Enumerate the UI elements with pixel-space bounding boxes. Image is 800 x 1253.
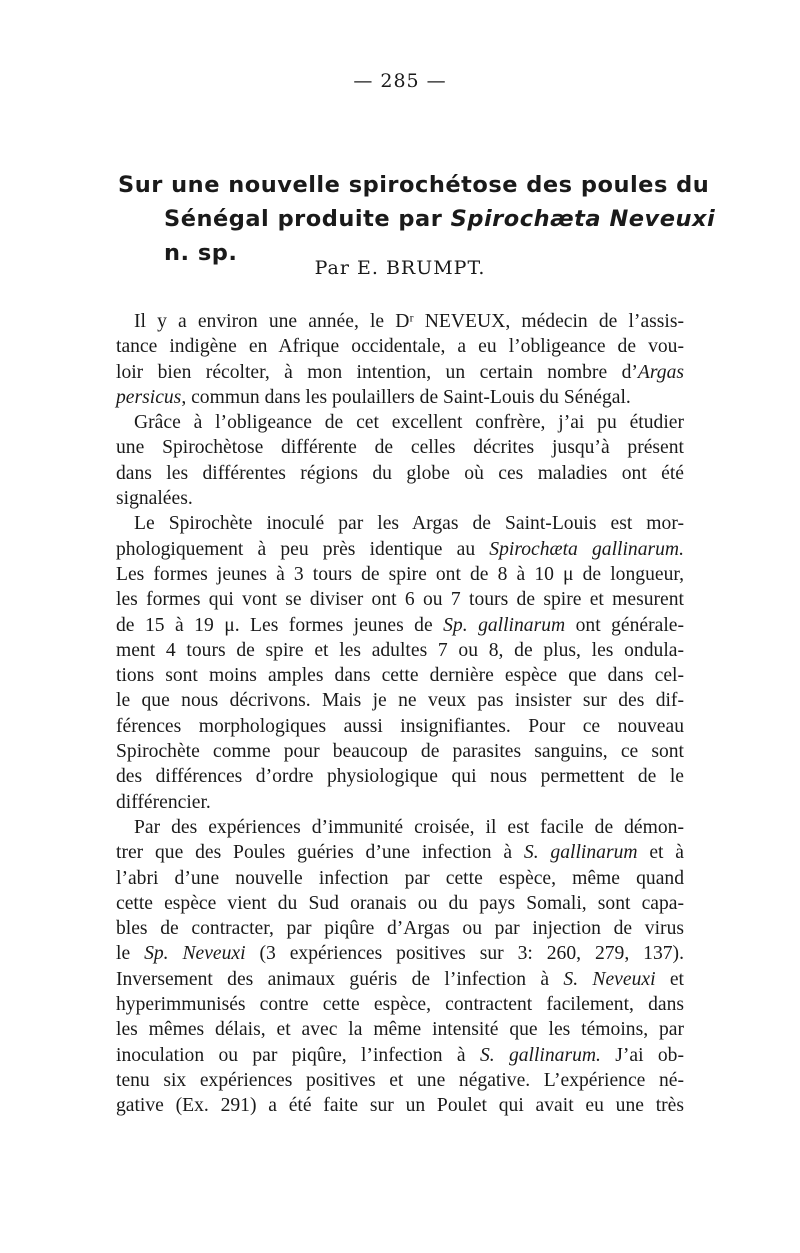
text-run: phologiquement à peu près identique au	[116, 538, 490, 560]
text-line	[116, 385, 684, 410]
italic-term: S. gallinarum	[523, 842, 638, 864]
text-run: gative (Ex. 291) a été faite sur un Poulet qui avait eu une très	[116, 1095, 684, 1117]
text-line	[116, 360, 684, 385]
text-line	[116, 1017, 684, 1042]
text-line	[116, 587, 684, 612]
text-run: les mêmes délais, et avec la même intensité que les témoins, par	[116, 1019, 684, 1041]
text-line	[116, 1093, 684, 1118]
text-run: loir bien récolter, à mon intention, un certain nombre d’	[116, 361, 638, 383]
text-line	[116, 537, 684, 562]
text-line	[116, 1068, 684, 1093]
text-run: tions sont moins amples dans cette dernière espèce que dans cel-	[116, 665, 684, 687]
text-line	[116, 967, 684, 992]
text-line	[116, 410, 684, 435]
text-run: cette espèce vient du Sud oranais ou du pays Somali, sont capa-	[116, 892, 684, 914]
text-run: ment 4 tours de spire et les adultes 7 ou 8, de plus, les ondula-	[116, 639, 684, 661]
title-line-2-text: Sénégal produite par	[164, 206, 451, 232]
text-line	[116, 309, 684, 334]
text-line	[116, 739, 684, 764]
text-run: des différences d’ordre physiologique qui nous permettent de le	[116, 766, 684, 788]
text-run: le	[116, 943, 145, 965]
page-number: — 285 —	[353, 70, 447, 92]
text-line	[116, 613, 684, 638]
text-run: J’ai ob-	[600, 1044, 684, 1066]
text-run: l’abri d’une nouvelle infection par cette espèce, même quand	[116, 867, 684, 889]
text-line	[116, 840, 684, 865]
text-run: tenu six expériences positives et une négative. L’expérience né-	[116, 1069, 684, 1091]
text-run: Grâce à l’obligeance de cet excellent confrère, j’ai pu étudier	[134, 412, 684, 434]
italic-term: S. gallinarum.	[479, 1044, 601, 1066]
text-line	[116, 941, 684, 966]
italic-term: Sp. gallinarum	[443, 614, 566, 636]
text-line	[116, 1043, 684, 1068]
text-run: , commun dans les poulaillers de Saint-Louis du Sénégal.	[181, 386, 631, 408]
text-line	[116, 916, 684, 941]
title-line-1: Sur une nouvelle spirochétose des poules du	[118, 172, 710, 198]
text-line	[116, 511, 684, 536]
text-run: férences morphologiques aussi insignifiantes. Pour ce nouveau	[116, 715, 684, 737]
italic-term: Sp. Neveuxi	[144, 943, 246, 965]
text-line	[116, 435, 684, 460]
text-run: et	[655, 968, 684, 990]
text-run: Les formes jeunes à 3 tours de spire ont de 8 à 10 μ de longueur,	[116, 563, 684, 585]
text-line	[116, 688, 684, 713]
italic-term: Spirochæta gallinarum.	[489, 538, 684, 560]
title-species-name: Spirochæta Neveuxi	[450, 206, 716, 232]
text-line	[116, 790, 684, 815]
text-run: différencier.	[116, 791, 211, 813]
text-line	[116, 714, 684, 739]
text-line	[116, 764, 684, 789]
text-run: hyperimmunisés contre cette espèce, contractent facilement, dans	[116, 994, 684, 1016]
text-run: Il y a environ une année, le Dʳ NEVEUX, médecin de l’assis-	[134, 311, 684, 332]
text-run: Inversement des animaux guéris de l’infection à	[116, 968, 564, 990]
text-line	[116, 866, 684, 891]
italic-term: Argas	[637, 361, 684, 383]
text-run: le que nous décrivons. Mais je ne veux pas insister sur des dif-	[116, 690, 684, 712]
text-run: bles de contracter, par piqûre d’Argas ou par injection de virus	[116, 918, 684, 940]
text-run: Par des expériences d’immunité croisée, il est facile de démon-	[134, 816, 684, 838]
title-line-2-suffix: n. sp.	[164, 240, 238, 266]
text-run: tance indigène en Afrique occidentale, a eu l’obligeance de vou-	[116, 336, 684, 358]
text-line	[116, 815, 684, 840]
italic-term: persicus	[116, 386, 182, 408]
italic-term: S. Neveuxi	[563, 968, 656, 990]
text-run: trer que des Poules guéries d’une infection à	[116, 842, 524, 864]
text-line	[116, 992, 684, 1017]
author-byline: Par E. BRUMPT.	[314, 257, 486, 279]
text-run: ont générale-	[565, 614, 684, 636]
text-run: dans les différentes régions du globe où ces maladies ont été	[116, 462, 684, 484]
text-line	[116, 334, 684, 359]
text-run: et à	[637, 842, 685, 864]
text-run: Spirochète comme pour beaucoup de parasites sanguins, ce sont	[116, 741, 684, 763]
text-run: Le Spirochète inoculé par les Argas de Saint-Louis est mor-	[134, 513, 684, 535]
text-line	[116, 891, 684, 916]
text-line	[116, 461, 684, 486]
text-run: de 15 à 19 μ. Les formes jeunes de	[116, 614, 444, 636]
article-body	[116, 309, 684, 1119]
text-line	[116, 562, 684, 587]
text-run: inoculation ou par piqûre, l’infection à	[116, 1044, 480, 1066]
article-title	[118, 168, 718, 270]
text-run: une Spirochètose différente de celles décrites jusqu’à présent	[116, 437, 684, 459]
text-run: signalées.	[116, 488, 193, 510]
text-run: les formes qui vont se diviser ont 6 ou 7 tours de spire et mesurent	[116, 589, 684, 611]
text-line	[116, 486, 684, 511]
text-run: (3 expériences positives sur 3: 260, 279, 137).	[245, 943, 684, 965]
text-line	[116, 638, 684, 663]
text-line	[116, 663, 684, 688]
